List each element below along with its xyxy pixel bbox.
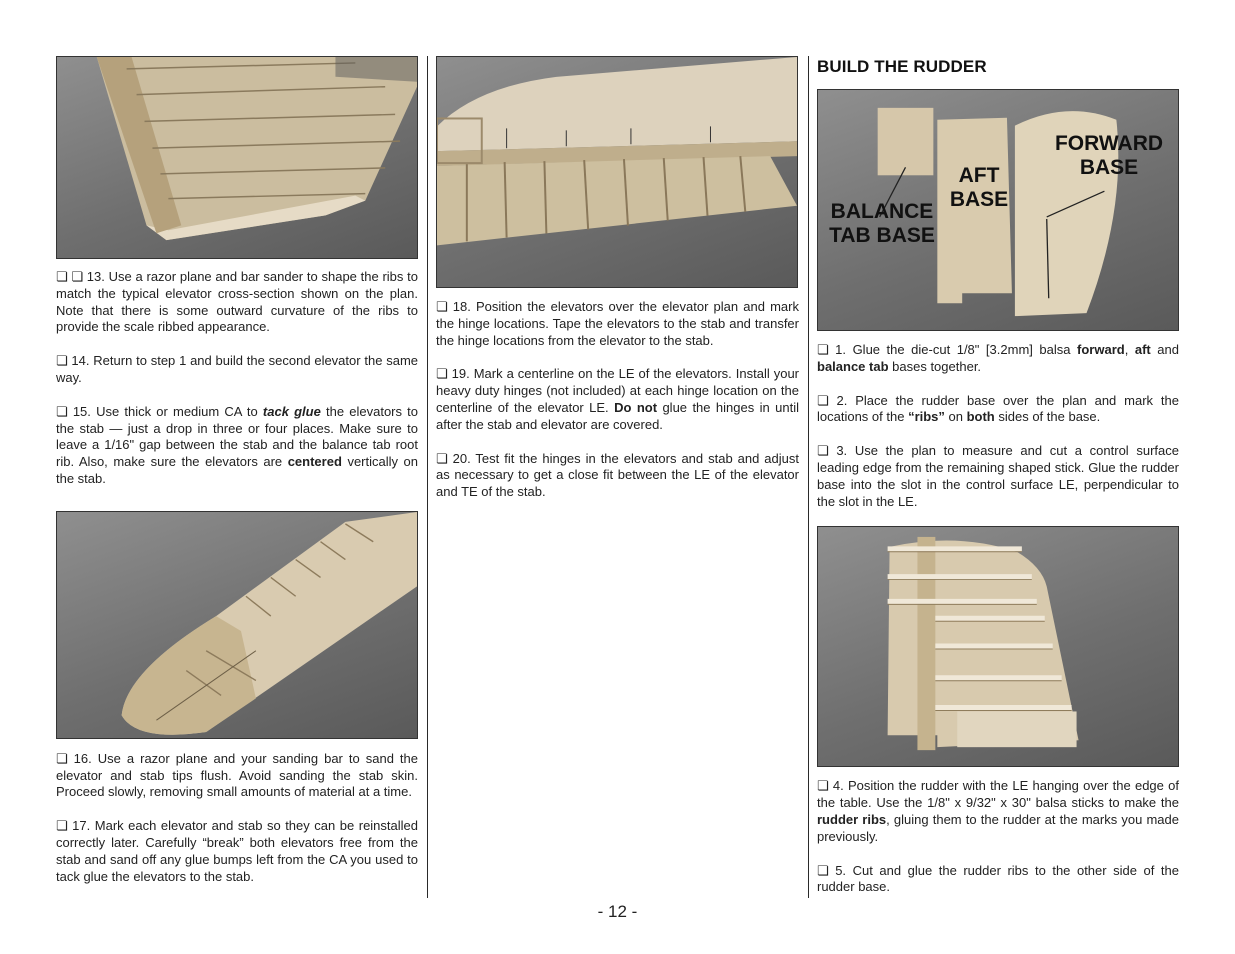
step-r2: ❏ 2. Place the rudder base over the plan and mark the locations of the “ribs” on both sides of the base. [817, 392, 1179, 425]
column-divider-1 [427, 56, 428, 898]
step-r4: ❏ 4. Position the rudder with the LE hanging over the edge of the table. Use the 1/8" x 9/32" x 30" balsa sticks to make the rudder ribs, gluing them to the rudder at the marks you made previously. [817, 778, 1179, 844]
aft-base-label: AFT BASE [949, 164, 1009, 211]
column-2 [436, 56, 799, 501]
step-17: ❏ 17. Mark each elevator and stab so they can be reinstalled correctly later. Carefully “break” both elevators free from the stab and sand off any glue bumps left from the CA you used to tack glue the elevators to the stab. [56, 818, 418, 884]
section-title: BUILD THE RUDDER [817, 57, 987, 76]
step-18: ❏ 18. Position the elevators over the elevator plan and mark the hinge locations. Tape the elevators to the stab and transfer the hinge locations from the elevator to the stab. [436, 299, 799, 348]
elevator-hinge-location-photo [436, 56, 798, 288]
step-16: ❏ 16. Use a razor plane and your sanding bar to sand the elevator and stab tips flush. Avoid sanding the stab skin. Proceed slowly, removing small amounts of material at a time. [56, 750, 418, 800]
elevator-tip-sanded-photo [56, 511, 418, 739]
column-3 [817, 56, 1179, 896]
step-r5: ❏ 5. Cut and glue the rudder ribs to the other side of the rudder base. [817, 862, 1179, 895]
column-divider-2 [808, 56, 809, 898]
forward-base-label: FORWARD BASE [1054, 132, 1164, 179]
page-number: - 12 - [597, 902, 638, 921]
step-r1: ❏ 1. Glue the die-cut 1/8" [3.2mm] balsa forward, aft and balance tab bases together. [817, 342, 1179, 374]
step-13: ❏ ❏ 13. Use a razor plane and bar sander to shape the ribs to match the typical elevator cross-section shown on the plan. Note that there is some outward curvature of the ribs to provide the scale ribbed appearance. [56, 269, 419, 335]
balance-tab-base-label: BALANCE TAB BASE [829, 200, 935, 247]
step-14: ❏ 14. Return to step 1 and build the second elevator the same way. [56, 353, 419, 385]
rudder-bases-photo [817, 89, 1179, 331]
step-20: ❏ 20. Test fit the hinges in the elevators and stab and adjust as necessary to get a close fit between the LE of the elevator and TE of the stab. [436, 450, 799, 500]
step-19: ❏ 19. Mark a centerline on the LE of the elevators. Install your heavy duty hinges (not included) at each hinge location on the centerline of the elevator LE. Do not glue the hinges in until after the stab and elevator are covered. [436, 366, 800, 432]
column-1 [56, 56, 418, 885]
step-r3: ❏ 3. Use the plan to measure and cut a control surface leading edge from the remaining shaped stick. Glue the rudder base into the slot in the control surface LE, perpendicular to the slot in the LE. [817, 443, 1179, 509]
elevator-rib-shaping-photo [56, 56, 418, 259]
rudder-ribs-photo [817, 526, 1179, 767]
step-15: ❏ 15. Use thick or medium CA to tack glue the elevators to the stab — just a drop in three or four places. Make sure to leave a 1/16" gap between the stab and the balance tab root rib. Also, make sure the elevators are centered vertically on the stab. [56, 403, 419, 486]
